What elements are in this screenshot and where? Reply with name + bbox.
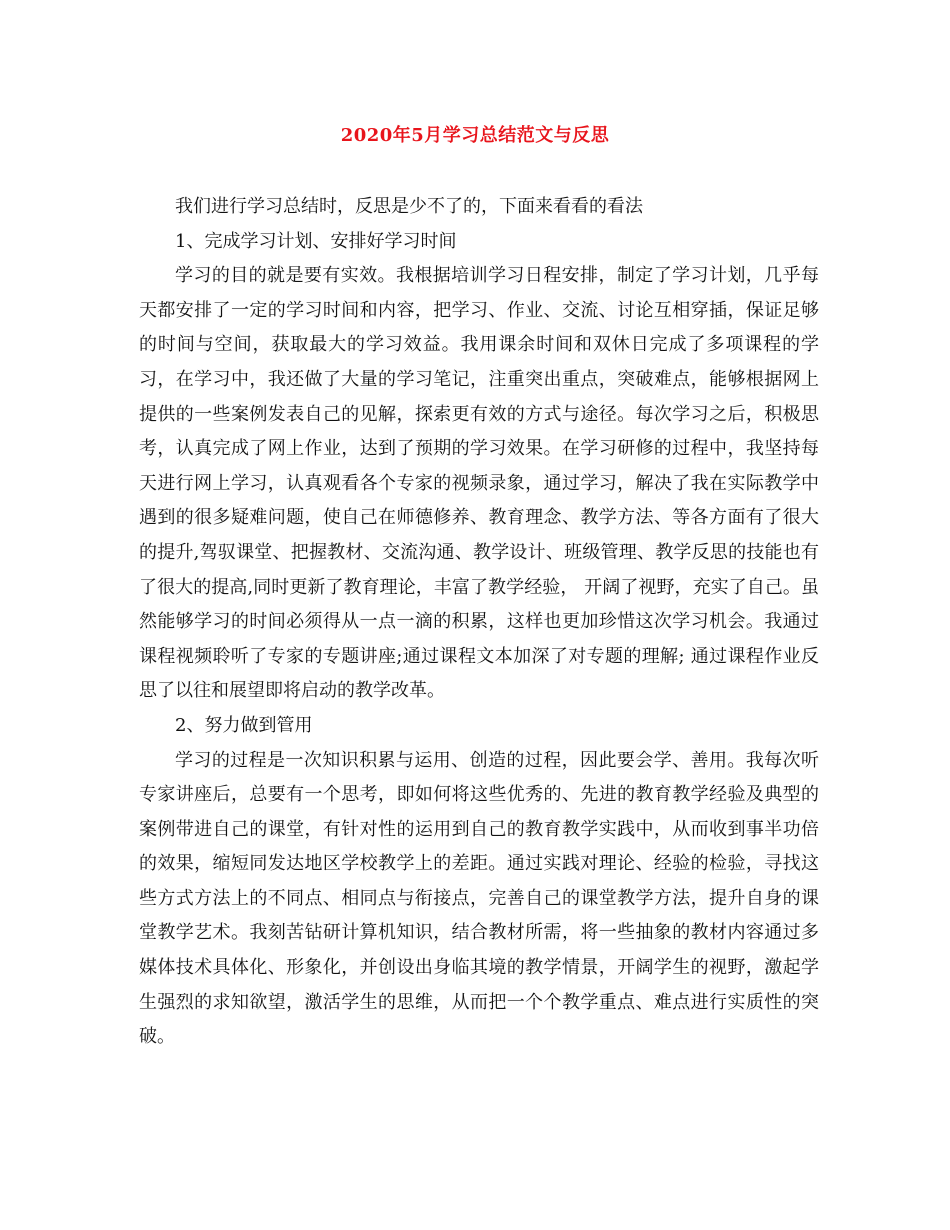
section-heading-1: 1、完成学习计划、安排好学习时间 [175,230,457,252]
document-body [139,190,819,1055]
section-2-paragraph: 学习的过程是一次知识积累与运用、创造的过程，因此要会学、善用。我每次听专家讲座后，总要有一个思考，即如何将这些优秀的、先进的教育教学经验及典型的案例带进自己的课堂，有针对性的运用到自己的教育教学实践中，从而收到事半功倍的效果，缩短同发达地区学校教学上的差距。通过实践对理论、经验的检验，寻找这些方式方法上的不同点、相同点与衔接点，完善自己的课堂教学方法，提升自身的课堂教学艺术。我刻苦钻研计算机知识，结合教材所需，将一些抽象的教材内容通过多媒体技术具体化、形象化，并创设出身临其境的教学情景，开阔学生的视野，激起学生强烈的求知欲望，激活学生的思维，从而把一个个教学重点、难点进行实质性的突破。 [139,749,819,1048]
document-title: 2020年5月学习总结范文与反思 [340,125,610,146]
intro-paragraph: 我们进行学习总结时，反思是少不了的，下面来看看的看法 [175,196,643,217]
section-heading-2: 2、努力做到管用 [175,714,313,736]
section-1-paragraph: 学习的目的就是要有实效。我根据培训学习日程安排，制定了学习计划，几乎每天都安排了一定的学习时间和内容，把学习、作业、交流、讨论互相穿插，保证足够的时间与空间，获取最大的学习效益。我用课余时间和双休日完成了多项课程的学习，在学习中，我还做了大量的学习笔记，注重突出重点，突破难点，能够根据网上提供的一些案例发表自己的见解，探索更有效的方式与途径。每次学习之后，积极思考，认真完成了网上作业，达到了预期的学习效果。在学习研修的过程中，我坚持每天进行网上学习，认真观看各个专家的视频录象，通过学习，解决了我在实际教学中遇到的很多疑难问题，使自己在师德修养、教育理念、教学方法、等各方面有了很大的提升,驾驭课堂、把握教材、交流沟通、教学设计、班级管理、教学反思的技能也有了很大的提高,同时更新了教育理论，丰富了教学经验， 开阔了视野，充实了自己。虽然能够学习的时间必须得从一点一滴的积累，这样也更加珍惜这次学习机会。我通过课程视频聆听了专家的专题讲座;通过课程文本加深了对专题的理解; 通过课程作业反思了以往和展望即将启动的教学改革。 [139,265,819,702]
